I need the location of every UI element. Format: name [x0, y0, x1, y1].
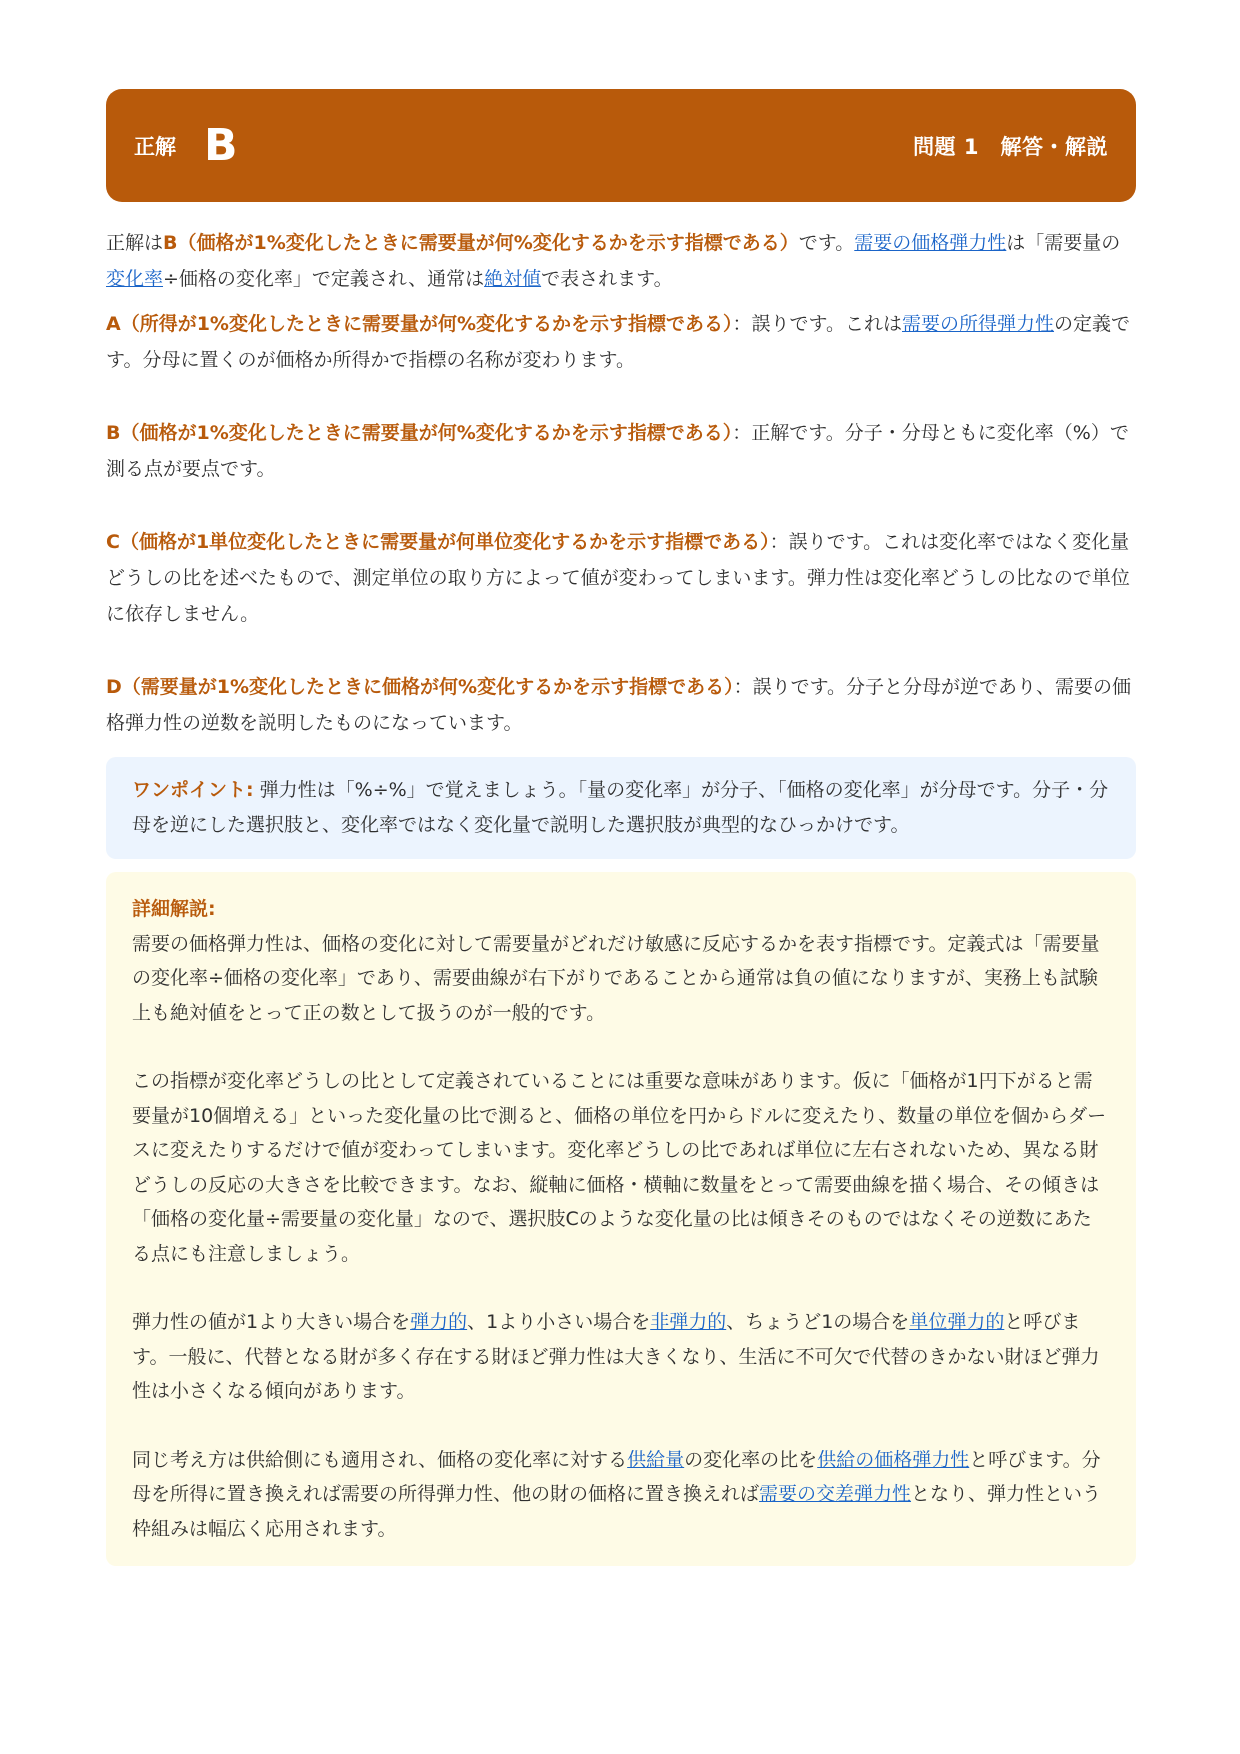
option-c-text: ：誤りです。これは変化率ではなく変化量どうしの比を述べたもので、測定単位の取り方によって値が変わってしまいます。弾力性は変化率どうしの比なので単位に依存しません。 [106, 531, 1130, 625]
detail-text: となり、弾力性という枠組みは幅広く応用されます。 [132, 1483, 1102, 1540]
answer-header [106, 89, 1136, 202]
link-supply-price-elasticity[interactable]: 供給の価格弾力性 [817, 1448, 970, 1471]
page-title: 問題 1 解答・解説 [913, 134, 1108, 159]
intro-text: で表されます。 [541, 268, 673, 290]
intro-text: です。 [798, 232, 855, 254]
option-a-label: A（所得が1%変化したときに需要量が何%変化するかを示す指標である） [106, 313, 733, 335]
correct-answer-highlight: B（価格が1%変化したときに需要量が何%変化するかを示す指標である） [163, 232, 799, 254]
detail-text: の変化率の比を [684, 1448, 818, 1471]
link-absolute-value[interactable]: 絶対値 [484, 268, 542, 290]
option-b-label: B（価格が1%変化したときに需要量が何%変化するかを示す指標である） [106, 422, 733, 444]
link-inelastic[interactable]: 非弾力的 [650, 1311, 727, 1333]
detail-text: と呼びます。一般に、代替となる財が多く存在する財ほど弾力性は大きくなり、生活に不可欠で代替のきかない財ほど弾力性は小さくなる傾向があります。 [132, 1311, 1100, 1402]
intro-paragraph [106, 225, 1136, 297]
detail-paragraph-4 [132, 1443, 1110, 1547]
option-c-explanation [106, 524, 1136, 632]
link-elastic[interactable]: 弾力的 [410, 1311, 468, 1333]
intro-text: は「需要量の [1006, 232, 1121, 254]
answer-label: 正解 [134, 134, 176, 159]
option-d-explanation [106, 669, 1136, 741]
tip-text: 弾力性は「%÷%」で覚えましょう。「量の変化率」が分子、「価格の変化率」が分母です。分子・分母を逆にした選択肢と、変化率ではなく変化量で説明した選択肢が典型的なひっかけです。 [132, 779, 1109, 836]
option-c-label: C（価格が1単位変化したときに需要量が何単位変化するかを示す指標である） [106, 531, 770, 553]
answer-page [106, 89, 1136, 1566]
detail-text: 、1より小さい場合を [467, 1311, 651, 1333]
link-rate-of-change[interactable]: 変化率 [106, 268, 164, 290]
one-point-tip-box [106, 757, 1136, 859]
intro-text: 正解は [106, 232, 164, 254]
detailed-explanation-box [106, 872, 1136, 1566]
option-b-text: ：正解です。分子・分母ともに変化率（%）で測る点が要点です。 [106, 422, 1129, 480]
detail-text: 弾力性の値が1より大きい場合を [132, 1311, 411, 1333]
link-supply-quantity[interactable]: 供給量 [627, 1448, 685, 1471]
option-a-explanation [106, 306, 1136, 378]
answer-letter: B [204, 120, 238, 171]
intro-text: ÷価格の変化率」で定義され、通常は [163, 268, 485, 290]
option-b-explanation [106, 415, 1136, 487]
option-d-text: ：誤りです。分子と分母が逆であり、需要の価格弾力性の逆数を説明したものになっています。 [106, 676, 1132, 734]
option-a-text: ：誤りです。これは [732, 313, 902, 335]
detail-paragraph-2: この指標が変化率どうしの比として定義されていることには重要な意味があります。仮に「価格が1円下がると需要量が10個増える」といった変化量の比で測ると、価格の単位を円からドルに変えたり、数量の単位を個からダースに変えたりするだけで値が変わってしまいます。変化率どうしの比であれば単位に左右されないため、異なる財どうしの反応の大きさを比較できます。なお、縦軸に価格・横軸に数量をとって需要曲線を描く場合、その傾きは「価格の変化量÷需要量の変化量」なので、選択肢Cのような変化量の比は傾きそのものではなくその逆数にあたる点にも注意しましょう。 [132, 1070, 1107, 1265]
answer-block [134, 120, 238, 171]
detail-paragraph-3 [132, 1305, 1110, 1409]
link-cross-elasticity[interactable]: 需要の交差弾力性 [759, 1483, 912, 1505]
detail-text: と呼びます。分母を所得に置き換えれば需要の所得弾力性、他の財の価格に置き換えれば [132, 1448, 1101, 1505]
detail-paragraph-1: 需要の価格弾力性は、価格の変化に対して需要量がどれだけ敏感に反応するかを表す指標です。定義式は「需要量の変化率÷価格の変化率」であり、需要曲線が右下がりであることから通常は負の値になりますが、実務上も試験上も絶対値をとって正の数として扱うのが一般的です。 [132, 932, 1100, 1024]
link-unit-elastic[interactable]: 単位弾力的 [909, 1311, 1005, 1333]
link-income-elasticity[interactable]: 需要の所得弾力性 [902, 313, 1055, 335]
option-a-text: の定義です。分母に置くのが価格か所得かで指標の名称が変わります。 [106, 313, 1131, 371]
detail-text: 、ちょうど1の場合を [726, 1311, 910, 1333]
detail-title: 詳細解説: [132, 898, 216, 920]
detail-text: 同じ考え方は供給側にも適用され、価格の変化率に対する [132, 1448, 628, 1471]
tip-label: ワンポイント: [132, 779, 254, 801]
option-d-label: D（需要量が1%変化したときに価格が何%変化するかを示す指標である） [106, 676, 734, 698]
link-price-elasticity[interactable]: 需要の価格弾力性 [854, 232, 1007, 254]
